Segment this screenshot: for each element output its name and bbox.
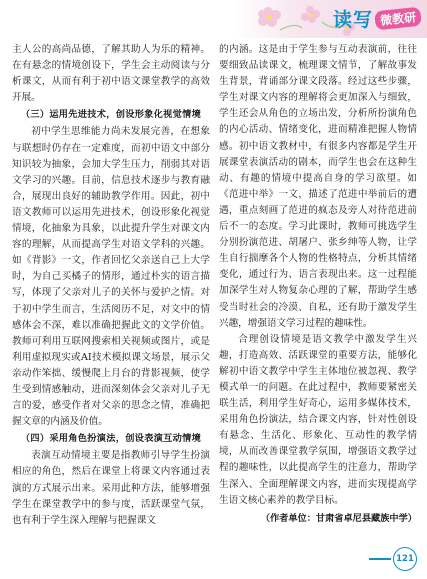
- page-number-value: 121: [393, 547, 417, 571]
- section-heading: （三）运用先进技术，创设形象化视觉情境: [20, 109, 202, 121]
- paragraph: 表演互动情境主要是指教师引导学生扮演相应的角色，然后在课堂上将课文内容通过表演的方式展示出来。采用此种方法，能够增强学生在课堂教学中的参与度，活跃课堂气氛，也有利于学生深入理解与把握课文: [12, 450, 210, 526]
- logo-main-text: 读写: [332, 8, 373, 31]
- page-number-rule: [369, 558, 391, 560]
- paragraph: 初中学生思维能力尚未发展完善，在想象与联想时仍存在一定难度，而初中语文中部分知识较为抽象，会加大学生压力，削弱其对语文学习的兴趣。目前，信息技术逐步与教育融合，展现出良好的辅助教学作用。因此，初中语文教师可以运用先进技术，创设形象化视觉情境，化抽象为具象，以此提升学生对课文内容的理解，从而提高学生对语文学科的兴趣。如《背影》一文，作者回忆父亲送自己上大学时，为自己买橘子的情形，通过朴实的语言描写，体现了父亲对儿子的关怀与爱护之情。对于初中学生而言，生活阅历不足，对文中的情感体会不深，难以准确把握此文的文学价值。教师可利用互联网搜索相关视频或图片，或是利用虚拟现实或AI技术模拟课文场景，展示父亲动作笨拙、缓慢爬上月台的背影视频，使学生受到情感触动，进而深刻体会父亲对儿子无言的爱，感受作者对父亲的思念之情，准确把握文章的内涵及价值。: [12, 126, 210, 428]
- paragraph: 的内涵。这是由于学生参与互动表演前，往往要细致品读课文，梳理课文情节，了解故事发生背景，背诵部分课文段落。经过这些步骤，学生对课文内容的理解将会更加深入与细致，学生还会从角色的立场出发，分析所扮演角色的内心活动、情绪变化，进而精准把握人物情感。初中语文教材中，有很多内容都是学生开展课堂表演活动的剧本，而学生也会在这种生动、有趣的情境中提高自身的学习欲望。如《范进中举》一文，描述了范进中举前后的遭遇，重点刻画了范进的疯态及旁人对待范进前后不一的态度。学习此课时，教师可挑选学生分别扮演范进、胡屠户、张乡绅等人物，让学生自行揣摩各个人物的性格特点，分析其情绪变化，通过行为、语言表现出来。这一过程能加深学生对人物复杂心理的了解，帮助学生感受当时社会的冷漠、自私，还有助于激发学生兴趣，增强语文学习过程的趣味性。: [219, 44, 417, 329]
- right-column: [219, 42, 417, 527]
- author-affiliation: （作者单位：甘肃省卓尼县藏族中学）: [260, 512, 417, 524]
- magazine-logo: [333, 4, 421, 32]
- page-number: [369, 547, 417, 571]
- paragraph: 主人公的高尚品德，了解其助人为乐的精神。在有悬念的情境创设下，学生会主动阅读与分析课文，从而有利于初中语文课堂教学的高效开展。: [12, 44, 210, 104]
- paragraph: 合理创设情境是语文教学中激发学生兴趣，打造高效、活跃课堂的重要方法，能够化解初中语文教学中学生主体地位被忽视、教学模式单一的问题。在此过程中，教师要紧密关联生活，利用学生好奇心，运用多媒体技术，采用角色扮演法，结合课文内容，针对性创设有悬念、生活化、形象化、互动性的教学情境，从而改善课堂教学氛围，增强语文教学过程的趣味性，以此提高学生的注意力，帮助学生深入、全面理解课文内容，进而实现提高学生语文核心素养的教学目标。: [219, 333, 417, 506]
- logo-sub-badge: 微教研: [374, 6, 422, 30]
- section-heading: （四）采用角色扮演法，创设表演互动情境: [20, 433, 202, 445]
- left-column: [12, 42, 210, 529]
